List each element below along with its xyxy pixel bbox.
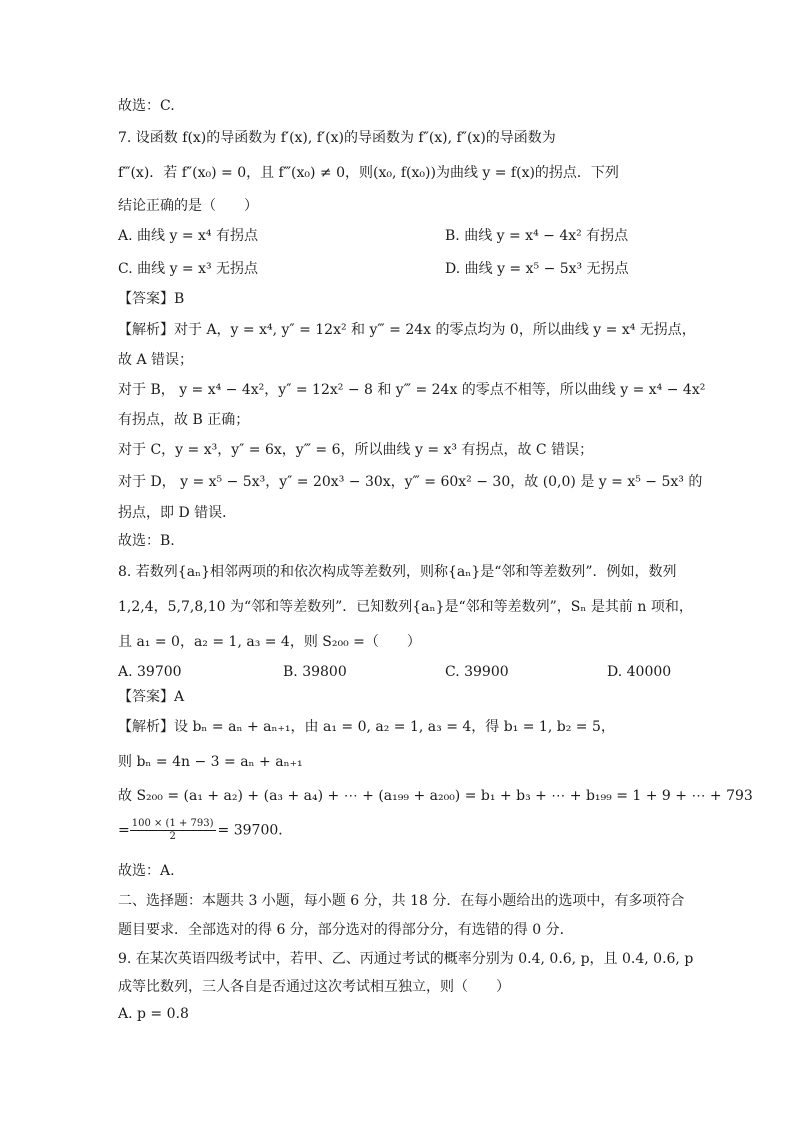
question-7-stem-line3: 结论正确的是（ ） [118,198,258,214]
answer-line-q6: 故选：C. [118,98,175,114]
question-7-analysis-line7: 拐点，即 D 错误． [118,505,237,521]
question-8-option-d: D. 40000 [607,664,672,680]
question-7-final-answer: 故选：B. [118,533,175,549]
section-2-heading-line1: 二、选择题：本题共 3 小题，每小题 6 分，共 18 分．在每小题给出的选项中，有多项符合 [118,893,685,909]
question-8-final-answer: 故选：A. [118,863,175,879]
question-7-option-d: D. 曲线 y = x⁵ − 5x³ 无拐点 [445,261,629,277]
question-9-stem-line2: 成等比数列，三人各自是否通过这次考试相互独立，则（ ） [118,979,510,995]
fraction [130,818,216,843]
question-8-stem-line3: 且 a₁ = 0，a₂ = 1, a₃ = 4，则 S₂₀₀ =（ ） [118,634,421,650]
question-8-option-a: A. 39700 [118,664,182,680]
question-7-answer: 【答案】B [118,291,185,307]
question-9-stem-line1: 9. 在某次英语四级考试中，若甲、乙、丙通过考试的概率分别为 0.4, 0.6, p，且 0.4, 0.6, p [118,951,694,967]
question-8-analysis-fraction-line [118,818,292,843]
question-8-answer: 【答案】A [118,689,185,705]
question-7-analysis-line5: 对于 C，y = x³，y″ = 6x，y‴ = 6，所以曲线 y = x³ 有拐点，故 C 错误； [118,442,594,458]
question-8-analysis-line2: 则 bₙ = 4n − 3 = aₙ + aₙ₊₁ [118,754,303,770]
fraction-result: = 39700． [217,822,293,839]
question-8-option-c: C. 39900 [445,664,509,680]
question-7-option-b: B. 曲线 y = x⁴ − 4x² 有拐点 [445,228,629,244]
question-8-option-b: B. 39800 [283,664,347,680]
question-7-analysis-line2: 故 A 错误； [118,352,194,368]
question-7-analysis-line4: 有拐点，故 B 正确； [118,412,250,428]
fraction-equals: = [118,822,130,839]
question-8-stem-line1: 8. 若数列{aₙ}相邻两项的和依次构成等差数列，则称{aₙ}是“邻和等差数列”．例如，数列 [118,564,677,580]
question-7-option-a: A. 曲线 y = x⁴ 有拐点 [118,228,258,244]
fraction-numerator: 100 × (1 + 793) [131,818,214,829]
question-8-analysis-line1: 【解析】设 bₙ = aₙ + aₙ₊₁，由 a₁ = 0, a₂ = 1, a₃ = 4，得 b₁ = 1, b₂ = 5， [118,719,615,735]
question-7-option-c: C. 曲线 y = x³ 无拐点 [118,261,259,277]
question-8-analysis-line3: 故 S₂₀₀ = (a₁ + a₂) + (a₃ + a₄) + ⋯ + (a₁₉₉ + a₂₀₀) = b₁ + b₃ + ⋯ + b₁₉₉ = 1 + 9 + ⋯ + 793 [118,788,753,804]
question-7-analysis-line3: 对于 B， y = x⁴ − 4x²，y″ = 12x² − 8 和 y‴ = 24x 的零点不相等，所以曲线 y = x⁴ − 4x² [118,382,706,398]
question-7-stem-line1: 7. 设函数 f(x)的导函数为 f′(x), f′(x)的导函数为 f″(x), f″(x)的导函数为 [118,130,556,146]
question-7-analysis-line6: 对于 D， y = x⁵ − 5x³，y″ = 20x³ − 30x，y‴ = 60x² − 30，故 (0,0) 是 y = x⁵ − 5x³ 的 [118,474,703,490]
question-9-option-a: A. p = 0.8 [118,1006,189,1022]
section-2-heading-line2: 题目要求．全部选对的得 6 分，部分选对的得部分分，有选错的得 0 分． [118,922,574,938]
question-7-stem-line2: f‴(x)．若 f″(x₀) = 0，且 f‴(x₀) ≠ 0，则(x₀, f(x₀))为曲线 y = f(x)的拐点．下列 [118,165,619,181]
fraction-denominator: 2 [169,831,176,842]
question-7-analysis-line1: 【解析】对于 A，y = x⁴, y″ = 12x² 和 y‴ = 24x 的零点均为 0，所以曲线 y = x⁴ 无拐点， [118,322,696,338]
question-8-stem-line2: 1,2,4，5,7,8,10 为“邻和等差数列”．已知数列{aₙ}是“邻和等差数列”，Sₙ 是其前 n 项和， [118,599,693,615]
